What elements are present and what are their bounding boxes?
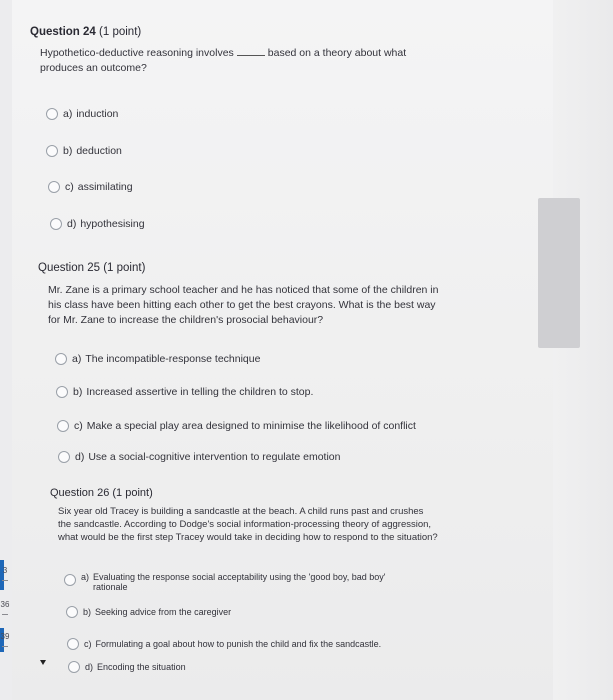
radio-button[interactable] bbox=[66, 606, 78, 618]
option-label: Evaluating the response social acceptability using the 'good boy, bad boy' rationale bbox=[93, 572, 386, 592]
scrollbar-track[interactable] bbox=[553, 0, 613, 700]
option-label: Encoding the situation bbox=[97, 662, 186, 672]
option-letter: c) bbox=[74, 420, 83, 432]
gutter-dash bbox=[2, 580, 8, 581]
gutter-number: 36 bbox=[0, 600, 10, 609]
option-letter: d) bbox=[67, 218, 77, 230]
option-letter: a) bbox=[81, 572, 90, 582]
option-letter: a) bbox=[63, 108, 73, 120]
question-points: (1 point) bbox=[99, 26, 142, 38]
option-label: Seeking advice from the caregiver bbox=[95, 607, 232, 617]
scrollbar-thumb[interactable] bbox=[538, 198, 580, 348]
question-text bbox=[40, 46, 440, 76]
option-letter: c) bbox=[84, 639, 92, 649]
radio-button[interactable] bbox=[68, 661, 80, 673]
question-title bbox=[38, 262, 458, 274]
q26-option-b[interactable] bbox=[66, 606, 231, 618]
option-letter: b) bbox=[73, 386, 83, 398]
option-label: assimilating bbox=[77, 181, 133, 193]
question-points: (1 point) bbox=[103, 262, 146, 274]
question-text: Six year old Tracey is building a sandcastle at the beach. A child runs past and crushes the sandcastle. According to Dodge's social information-processing theory of aggression, what would be the first step Tracey would take in deciding how to respond to the situation? bbox=[58, 506, 438, 543]
option-letter: b) bbox=[83, 607, 92, 617]
q26-option-a[interactable] bbox=[64, 572, 404, 592]
gutter-number: 39 bbox=[0, 632, 10, 641]
radio-button[interactable] bbox=[50, 218, 62, 230]
question-points: (1 point) bbox=[112, 487, 153, 499]
radio-button[interactable] bbox=[48, 181, 60, 193]
gutter-marker bbox=[0, 560, 4, 590]
radio-button[interactable] bbox=[46, 108, 58, 120]
radio-button[interactable] bbox=[57, 420, 69, 432]
q26-option-d[interactable] bbox=[68, 661, 186, 673]
question-number: Question 26 bbox=[50, 487, 110, 499]
option-label: deduction bbox=[76, 145, 122, 157]
gutter-dash bbox=[2, 614, 8, 615]
question-number: Question 24 bbox=[30, 26, 96, 38]
q24-option-d[interactable] bbox=[50, 218, 145, 230]
q25-option-c[interactable] bbox=[57, 420, 416, 432]
option-letter: d) bbox=[75, 451, 85, 463]
option-label: Formulating a goal about how to punish the child and fix the sandcastle. bbox=[95, 639, 382, 649]
question-24 bbox=[30, 26, 450, 76]
gutter-number: 3 bbox=[2, 566, 8, 575]
option-letter: c) bbox=[65, 181, 74, 193]
answer-blank bbox=[237, 55, 265, 56]
q24-option-b[interactable] bbox=[46, 145, 122, 157]
collapse-arrow-icon[interactable] bbox=[40, 660, 46, 665]
q24-option-c[interactable] bbox=[48, 181, 133, 193]
radio-button[interactable] bbox=[56, 386, 68, 398]
radio-button[interactable] bbox=[55, 353, 67, 365]
question-number: Question 25 bbox=[38, 262, 101, 274]
radio-button[interactable] bbox=[58, 451, 70, 463]
q26-option-c[interactable] bbox=[67, 638, 381, 650]
option-label: Make a special play area designed to minimise the likelihood of conflict bbox=[86, 420, 416, 432]
question-title bbox=[30, 26, 450, 38]
radio-button[interactable] bbox=[46, 145, 58, 157]
option-label: Increased assertive in telling the children to stop. bbox=[86, 386, 314, 398]
question-25 bbox=[38, 262, 458, 328]
left-gutter bbox=[0, 0, 12, 700]
radio-button[interactable] bbox=[64, 574, 76, 586]
option-letter: a) bbox=[72, 353, 82, 365]
radio-button[interactable] bbox=[67, 638, 79, 650]
option-label: induction bbox=[76, 108, 119, 120]
q25-option-a[interactable] bbox=[55, 353, 260, 365]
option-label: hypothesising bbox=[80, 218, 145, 230]
q24-option-a[interactable] bbox=[46, 108, 118, 120]
question-text: Mr. Zane is a primary school teacher and he has noticed that some of the children in his class have been hitting each other to get the best crayons. What is the best way for Mr. Zane to increase the children's prosocial behaviour? bbox=[48, 284, 439, 326]
question-title bbox=[50, 487, 450, 499]
question-26 bbox=[50, 487, 450, 544]
q25-option-b[interactable] bbox=[56, 386, 313, 398]
option-letter: d) bbox=[85, 662, 94, 672]
option-label: Use a social-cognitive intervention to regulate emotion bbox=[88, 451, 341, 463]
gutter-dash bbox=[2, 646, 8, 647]
q25-option-d[interactable] bbox=[58, 451, 340, 463]
question-text-before: Hypothetico-deductive reasoning involves bbox=[40, 47, 234, 59]
option-label: The incompatible-response technique bbox=[85, 353, 261, 365]
option-letter: b) bbox=[63, 145, 73, 157]
question-text-after: based on a theory about what produces an outcome? bbox=[40, 47, 407, 74]
